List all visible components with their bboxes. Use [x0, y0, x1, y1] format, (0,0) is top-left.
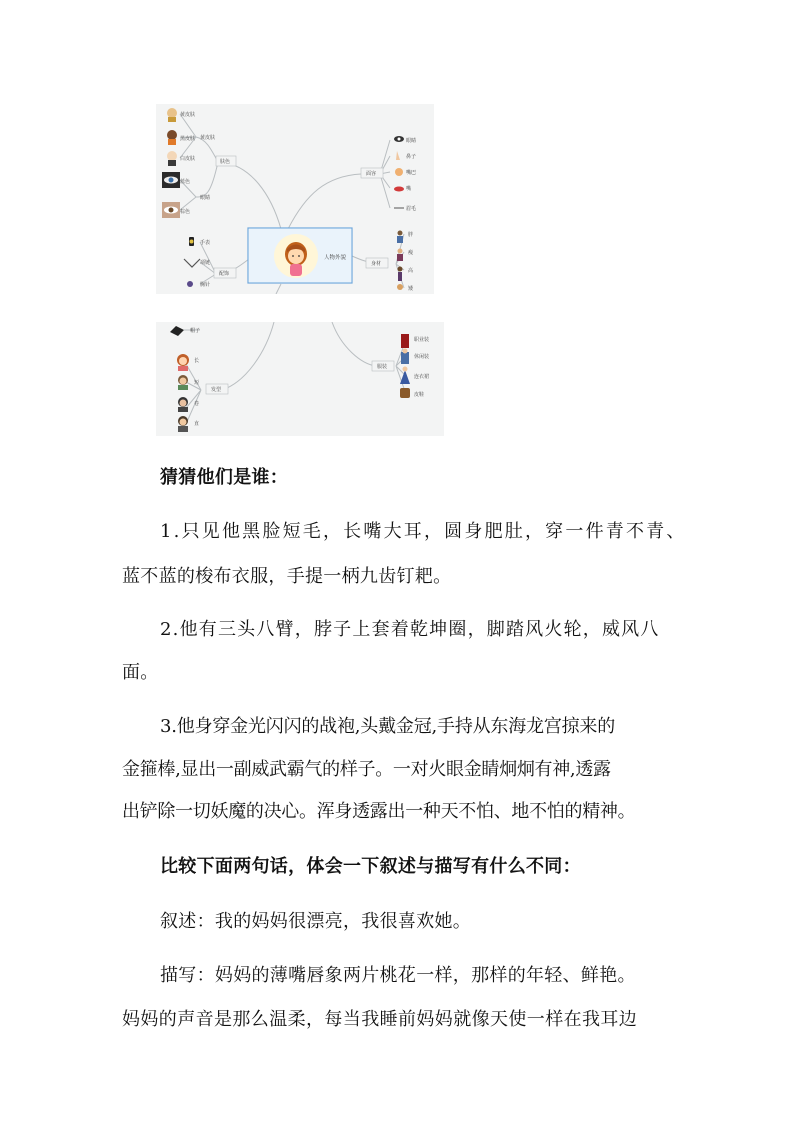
mindmap-image-top	[156, 104, 434, 294]
accessory-item-necklace: 项链	[200, 260, 211, 266]
riddle-3-line-1: 3.他身穿金光闪闪的战袍,头戴金冠,手持从东海龙宫掠来的	[160, 716, 616, 737]
accessory-item-brooch: 胸针	[200, 282, 211, 288]
riddle-1-line-2: 蓝不蓝的梭布衣服，手提一柄九齿钉耙。	[122, 566, 452, 587]
skin-item-yellow: 黄皮肤	[180, 112, 196, 118]
skin-item-white: 白皮肤	[180, 156, 196, 162]
riddle-2-line-2: 面。	[122, 662, 159, 683]
clothing-item-casual: 休闲装	[414, 354, 430, 360]
riddle-2-line-1: 2.他有三头八臂，脖子上套着乾坤圈，脚踏风火轮，威风八	[160, 619, 660, 640]
clothing-item-shoes: 皮鞋	[414, 392, 425, 398]
mindmap-diagram-bottom	[156, 322, 444, 436]
clothing-item-suit: 职业装	[414, 337, 430, 343]
hair-item-curly: 卷	[194, 401, 200, 407]
branch-accessory: 配饰	[219, 271, 230, 277]
branch-eyes: 眼睛	[200, 195, 211, 201]
description-line-1: 描写：妈妈的薄嘴唇象两片桃花一样，那样的年轻、鲜艳。	[160, 965, 636, 986]
branch-clothing: 服装	[377, 364, 388, 370]
heading-guess-who: 猜猜他们是谁：	[160, 467, 289, 488]
face-item-nose: 鼻子	[406, 154, 417, 160]
eye-item-brown: 棕色	[180, 209, 191, 215]
hair-item-long: 长	[194, 358, 200, 364]
eye-item-blue: 蓝色	[180, 179, 191, 185]
mindmap-image-bottom	[156, 322, 444, 436]
skin-avatars-icon	[167, 108, 177, 166]
hat-icon	[170, 326, 184, 336]
riddle-1-line-1: 1.只见他黑脸短毛，长嘴大耳，圆身肥肚，穿一件青不青、	[160, 521, 687, 542]
face-item-brow: 眉毛	[406, 206, 417, 212]
heading-compare: 比较下面两句话，体会一下叙述与描写有什么不同：	[160, 856, 581, 877]
branch-skin-sub: 黄皮肤	[200, 135, 216, 141]
face-item-mouth: 嘴巴	[406, 170, 417, 176]
description-line-2: 妈妈的声音是那么温柔，每当我睡前妈妈就像天使一样在我耳边	[122, 1009, 638, 1030]
mindmap-diagram-top	[156, 104, 434, 294]
branch-skin: 肤色	[220, 159, 231, 165]
narration-sentence: 叙述：我的妈妈很漂亮，我很喜欢她。	[160, 911, 472, 932]
branch-figure: 身材	[371, 261, 382, 267]
riddle-3-line-3: 出铲除一切妖魔的决心。浑身透露出一种天不怕、地不怕的精神。	[122, 801, 636, 822]
figure-item-fat: 胖	[408, 232, 414, 238]
face-icons-icon	[394, 136, 404, 208]
hair-item-short: 短	[194, 380, 200, 386]
figure-item-short: 矮	[408, 286, 414, 292]
accessory-item-hat: 帽子	[190, 328, 201, 334]
branch-hair: 发型	[211, 387, 222, 393]
center-node-label: 人物外貌	[324, 255, 347, 261]
eye-photos-icon	[162, 172, 180, 218]
branch-face: 面容	[366, 171, 377, 177]
riddle-3-line-2: 金箍棒,显出一副威武霸气的样子。一对火眼金睛炯炯有神,透露	[122, 759, 611, 780]
hair-item-straight: 直	[194, 421, 200, 427]
clothing-item-dress: 连衣裙	[414, 374, 430, 380]
face-item-eye: 眼睛	[406, 138, 417, 144]
accessory-item-watch: 手表	[200, 240, 211, 246]
skin-item-black: 黑皮肤	[180, 136, 196, 142]
figure-item-thin: 瘦	[408, 250, 414, 256]
clothing-icons-icon	[400, 334, 410, 398]
figure-item-tall: 高	[408, 268, 414, 274]
face-item-lips: 嘴	[406, 186, 412, 192]
accessory-icons-icon	[184, 237, 200, 287]
